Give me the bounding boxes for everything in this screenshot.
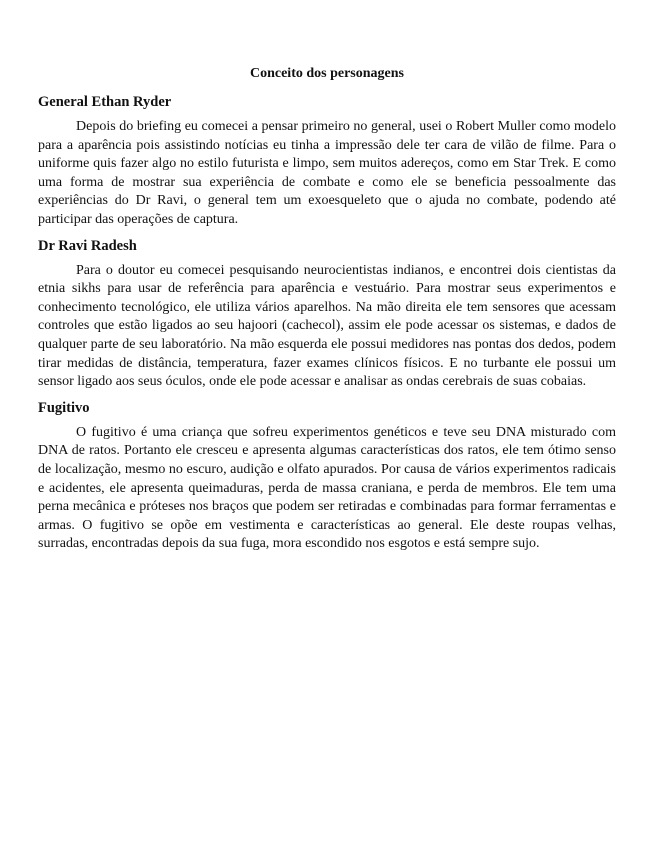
document-title: Conceito dos personagens (249, 66, 404, 81)
document-content (38, 64, 616, 560)
section-general (38, 92, 616, 230)
section-heading: Dr Ravi Radesh (38, 237, 137, 254)
section-body: Depois do briefing eu comecei a pensar primeiro no general, usei o Robert Muller como modelo para a aparência pois assistindo notícias eu tinha a impressão dele ter cara de vilão de filme. Para o uniforme quis fazer algo no estilo futurista e limpo, sem muitos adereços, como em Star Trek. E como uma forma de mostrar sua experiência de combate e como ele se beneficia pessoalmente das experiências do Dr Ravi, o general tem um exoesqueleto que o ajuda no combate, podendo até participar das operações de captura. (38, 119, 616, 227)
section-heading: General Ethan Ryder (38, 94, 172, 110)
section-body: Para o doutor eu comecei pesquisando neurocientistas indianos, e encontrei dois cientistas da etnia sikhs para usar de referência para aparência e vestuário. Para mostrar seus experimentos e conhecimento tecnológico, ele utiliza vários aparelhos. Na mão direita ele tem sensores que acessam controles que estão ligados ao seu hajoori (cachecol), assim ele pode acessar os sistemas, e dados de qualquer parte de seu laboratório. Na mão esquerda ele possui medidores nas pontas dos dedos, podem tirar medidas de distância, temperatura, fazer exames clínicos físicos. E no turbante ele possui um sensor ligado aos seus óculos, onde ele pode acessar e analisar as ondas cerebrais de suas cobaias. (38, 262, 616, 390)
section-dr-ravi (38, 236, 616, 392)
section-body: O fugitivo é uma criança que sofreu experimentos genéticos e teve seu DNA misturado com DNA de ratos. Portanto ele cresceu e apresenta algumas características dos ratos, ele tem ótimo senso de localização, mesmo no escuro, audição e olfato apurados. Por causa de vários experimentos radicais e acidentes, ele apresenta queimaduras, perda de massa craniana, e perda de membros. Ele tem uma perna mecânica e próteses nos braços que podem ser retiradas e combinadas para formar ferramentas e armas. O fugitivo se opõe em vestimenta e características ao general. Ele deste roupas velhas, surradas, encontradas depois da sua fuga, mora escondido nos esgotos e está sempre sujo. (38, 424, 616, 552)
section-fugitivo (38, 398, 616, 554)
section-heading: Fugitivo (38, 399, 90, 416)
